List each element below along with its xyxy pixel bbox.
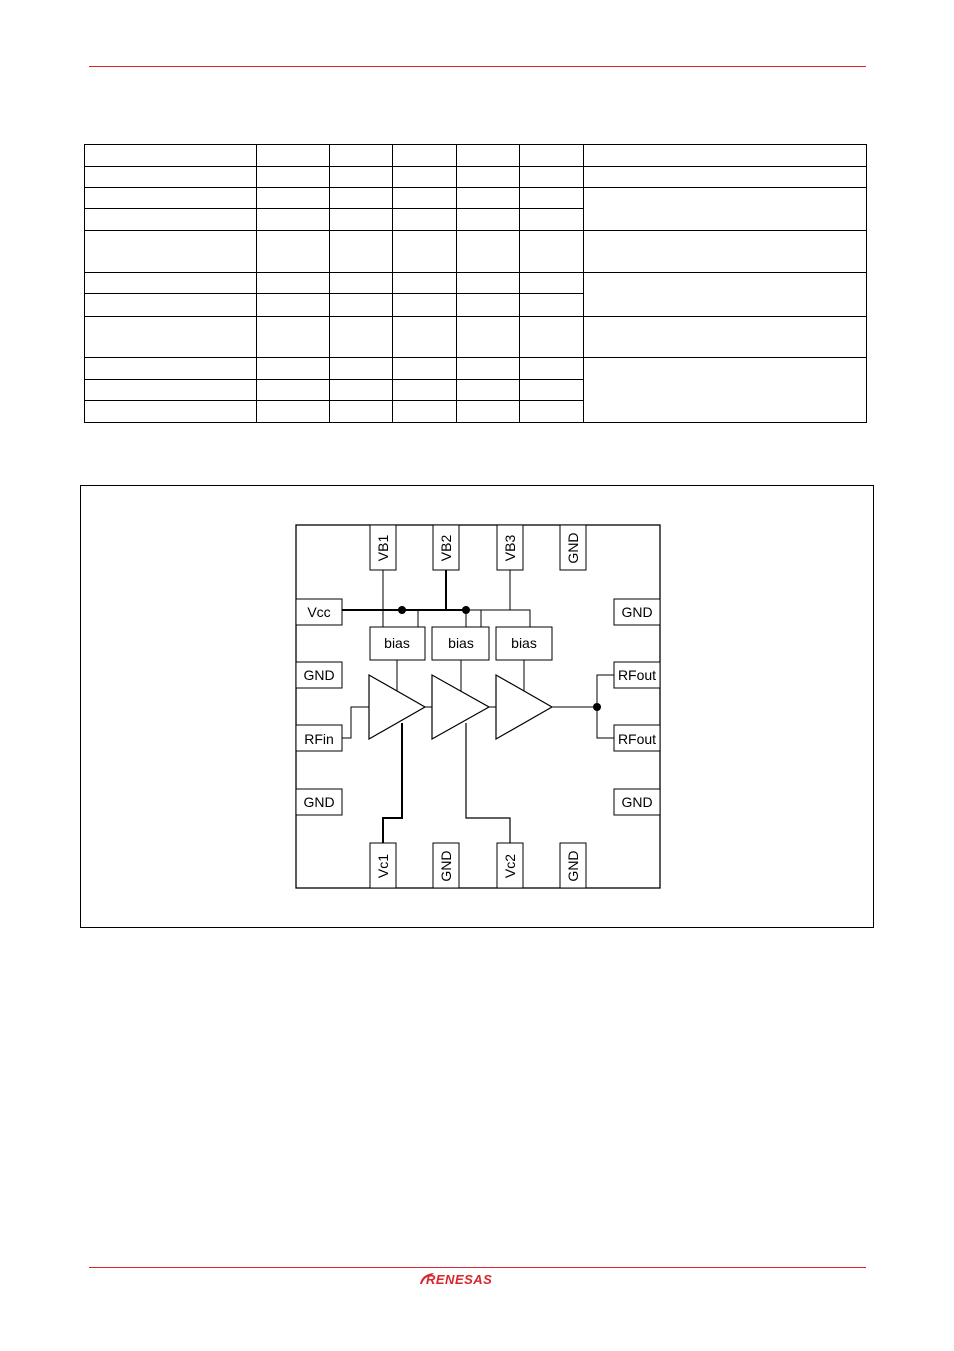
bottom-pin-vc2 (497, 843, 523, 888)
bottom-pin-gnd-1 (433, 843, 459, 888)
vcc-bus (342, 570, 466, 610)
svg-text:VB2: VB2 (438, 534, 454, 562)
svg-text:Vc2: Vc2 (502, 853, 518, 879)
table-row (85, 167, 867, 188)
svg-text:GND: GND (621, 794, 653, 810)
svg-text:GND: GND (565, 850, 581, 882)
collector-wires (383, 723, 510, 843)
table-row (85, 316, 867, 357)
left-pin-rfin (296, 725, 342, 751)
top-pin-vb2 (433, 525, 459, 570)
svg-text:VB3: VB3 (502, 534, 518, 562)
svg-text:RENESAS: RENESAS (426, 1272, 493, 1287)
bias-block-3 (496, 627, 552, 660)
renesas-logo (418, 1268, 536, 1290)
bias-block-1 (370, 627, 425, 660)
block-diagram (81, 486, 875, 929)
left-pin-vcc (296, 599, 342, 625)
bottom-pin-vc1 (370, 843, 396, 888)
right-pin-gnd-2 (614, 789, 660, 815)
header-rule (89, 66, 866, 67)
table-row (85, 357, 867, 379)
right-pin-rfout-2 (614, 725, 660, 751)
svg-text:GND: GND (565, 532, 581, 564)
left-pin-gnd-1 (296, 662, 342, 688)
table-row (85, 188, 867, 209)
spec-table (84, 144, 867, 423)
top-pin-vb1 (370, 525, 396, 570)
svg-text:RFin: RFin (304, 731, 334, 747)
top-pin-vb3 (497, 525, 523, 570)
junction-dot (398, 606, 406, 614)
block-diagram-frame (80, 485, 874, 928)
left-pin-gnd-2 (296, 789, 342, 815)
svg-text:GND: GND (621, 604, 653, 620)
bias-block-2 (432, 627, 489, 660)
junction-dot (593, 703, 601, 711)
bias-feed-wires (383, 570, 530, 627)
right-pin-gnd-1 (614, 599, 660, 625)
table-row (85, 273, 867, 294)
svg-text:RFout: RFout (617, 667, 657, 683)
svg-text:bias: bias (448, 635, 474, 651)
right-pin-rfout-1 (614, 662, 660, 688)
top-pin-gnd (560, 525, 586, 570)
svg-text:GND: GND (438, 850, 454, 882)
svg-text:Vcc: Vcc (307, 604, 331, 620)
svg-text:GND: GND (303, 794, 335, 810)
svg-text:Vc1: Vc1 (375, 853, 391, 879)
svg-text:VB1: VB1 (375, 534, 391, 562)
svg-text:bias: bias (511, 635, 537, 651)
svg-text:bias: bias (384, 635, 410, 651)
bottom-pin-gnd-2 (560, 843, 586, 888)
table-row (85, 231, 867, 273)
table-row (85, 145, 867, 167)
svg-text:GND: GND (303, 667, 335, 683)
svg-text:RFout: RFout (617, 731, 657, 747)
